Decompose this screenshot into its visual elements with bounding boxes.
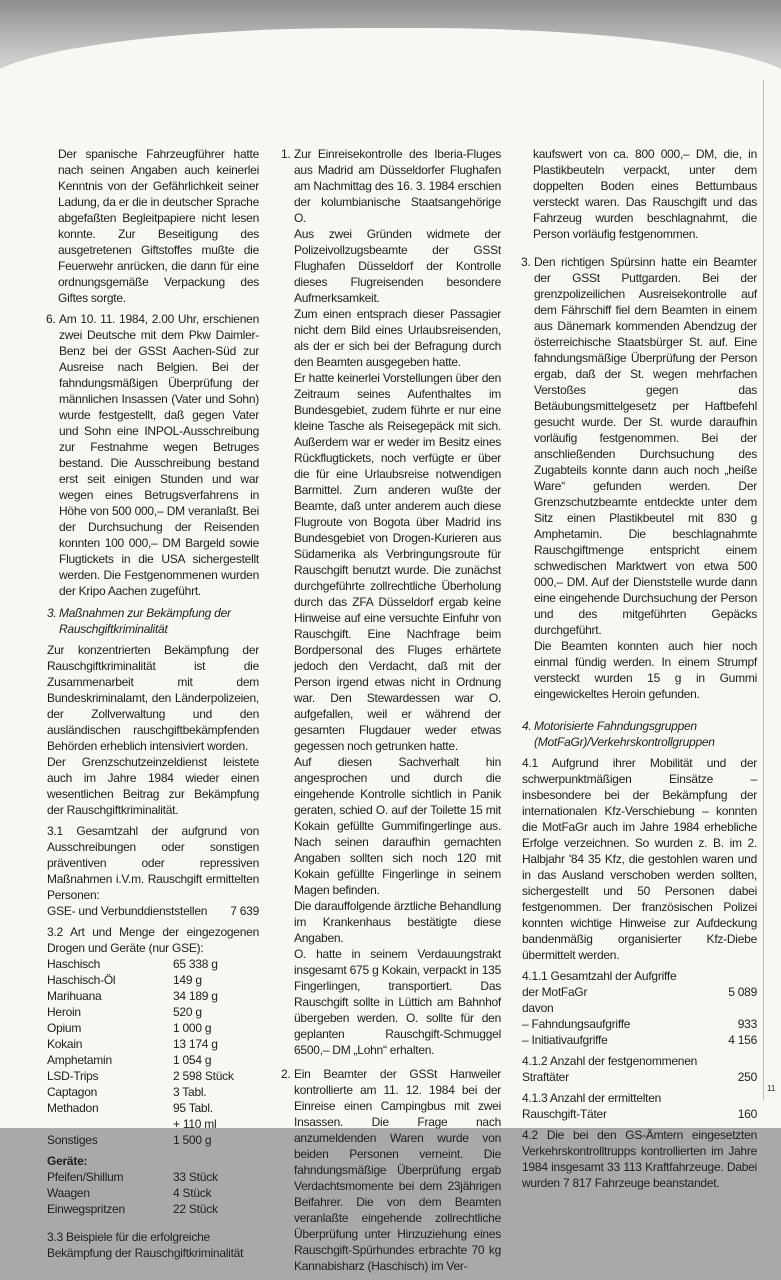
row-value: 22 Stück [173, 1202, 218, 1216]
drug-offenders-table [522, 1106, 757, 1122]
row-label: Methadon [47, 1101, 99, 1115]
example-2 [282, 1066, 501, 1274]
row-value: 65 338 g [173, 957, 218, 971]
section-heading-3 [47, 605, 259, 637]
row-value: 33 Stück [173, 1170, 218, 1184]
row-label: Haschisch [47, 957, 101, 971]
table-row [47, 956, 259, 972]
table-row [47, 1185, 259, 1201]
page-number: 11 [767, 1084, 776, 1093]
paragraph: Die Beamten konnten auch hier noch einmal fündig werden. In einem Strumpf versteckt wurden 15 g in Gummi eingewickeltes Heroin gefunden. [534, 639, 757, 701]
subsection-4-1-3: 4.1.3 Anzahl der ermittelten [522, 1091, 662, 1105]
section-number: 3. [47, 606, 57, 620]
paragraph: Auf diesen Sachverhalt hin angesprochen und durch die eingehende Kontrolle sichtlich in Panik geraten, schied O. auf der Toilette 15 mit Kokain gefüllte Gummifingerlinge aus. Nach seinen daraufhin gemachten Angaben sollten sich noch 120 mit Kokain gefüllte Fingerlinge in seinem Magen befinden. [294, 755, 501, 897]
paragraph: Ein Beamter der GSSt Hanweiler kontrollierte am 11. 12. 1984 bei der Einreise einen Campingbus mit zwei Insassen. Die Frage nach anzumeldenden Waren wurde von beiden Personen verneint. Die fahndungsmäßige Überprüfung ergab Verdachtsmomente bei dem 23jährigen Beifahrer. Die von dem Beamten veranlaßte eingehende zollrechtliche Überprüfung unter Hinzuziehung eines Rauschgift-Spürhundes erbrachte 70 kg Kannabisharz (Haschisch) im Ver- [294, 1067, 501, 1273]
row-value: 5 089 [728, 985, 757, 999]
row-label: Haschisch-Öl [47, 973, 116, 987]
row-value: 4 Stück [173, 1186, 212, 1200]
row-label: Rauschgift-Täter [522, 1107, 607, 1121]
paragraph: Der spanische Fahrzeugführer hatte nach seinen Angaben auch keinerlei Kenntnis von der Gefährlichkeit seiner Ladung, da er die in deutscher Sprache abgefaßten Begleitpapiere nicht lesen konnte. Zur Beseitigung des ausgetretenen Giftstoffes mußte die Feuerwehr anrücken, die dann für eine ordnungsgemäße Verpackung des Giftes sorgte. [58, 147, 259, 305]
drugs-table [47, 956, 259, 1148]
row-label: – Initiativaufgriffe [522, 1033, 608, 1047]
row-value: 13 174 g [173, 1037, 218, 1051]
row-value: 933 [737, 1017, 757, 1031]
row-label: Straftäter [522, 1070, 569, 1084]
table-row [47, 903, 259, 919]
row-value: 2 598 Stück [173, 1069, 234, 1083]
table-row [47, 1020, 259, 1036]
row-value: 4 156 [728, 1033, 757, 1047]
row-label: Heroin [47, 1005, 81, 1019]
section-title: Motorisierte Fahndungsgruppen (MotFaGr)/Verkehrskontrollgruppen [534, 719, 715, 749]
subsection-4-1-2: 4.1.2 Anzahl der festgenommenen [522, 1054, 698, 1068]
subsection-4-1-1: 4.1.1 Gesamtzahl der Aufgriffe [522, 969, 677, 983]
table-row [522, 1069, 757, 1085]
persons-table [47, 903, 259, 919]
table-row [522, 984, 757, 1000]
row-label: – Fahndungsaufgriffe [522, 1017, 631, 1031]
section-heading-4 [522, 718, 757, 750]
row-value: 149 g [173, 973, 202, 987]
table-row [47, 1100, 259, 1116]
example-6 [47, 311, 259, 599]
row-label: LSD-Trips [47, 1069, 99, 1083]
row-label: der MotFaGr [522, 985, 588, 999]
table-row [47, 1169, 259, 1185]
row-value: 250 [737, 1070, 757, 1084]
paragraph: Den richtigen Spürsinn hatte ein Beamter der GSSt Puttgarden. Bei der grenzpolizeilichen Ausreisekontrolle auf dem Fährschiff fiel dem Beamten in einem aus Dänemark kommenden Abendzug der österreichische Staatsbürger St. auf. Eine fahndungsmäßige Überprüfung der Person ergab, daß der St. wegen mehrfachen Verstoßes gegen das Betäubungsmittelgesetz per Haftbefehl gesucht wurde. Der St. wurde daraufhin vorläufig festgenommen. Bei der anschließenden Durchsuchung des Zugabteils konnte dann auch noch „heiße Ware“ gefunden werden. Der Grenzschutzbeamte entdeckte unter dem Sitz einen Plastikbeutel mit 830 g Amphetamin. Die beschlagnahmte Rauschgiftmenge entspricht einem schwedischen Marktwert von etwa 500 000,– DM. Auf der Dienststelle wurde dann eine eingehende Durchsuchung der Person und des mitgeführten Gepäcks durchgeführt. [534, 255, 757, 637]
row-label: Captagon [47, 1085, 98, 1099]
row-value [708, 1000, 757, 1016]
row-label: Waagen [47, 1186, 90, 1200]
paragraph: Die darauffolgende ärztliche Behandlung im Krankenhaus bestätigte diese Angaben. [294, 899, 501, 945]
paragraph: 4.2 Die bei den GS-Ämtern eingesetzten Verkehrskontrolltrupps kontrollierten im Jahre 1984 insgesamt 33 113 Kraftfahrzeuge. Dabei wurden 7 817 Fahrzeuge beanstandet. [522, 1128, 757, 1190]
paragraph: Er hatte keinerlei Vorstellungen über den Zeitraum seines Aufenthaltes im Bundesgebiet, zudem führte er nur eine kleine Tasche als Reisegepäck mit sich. Außerdem war er weder im Besitz eines Rückflugtickets, noch verfügte er über die für eine Urlaubsreise notwendigen Barmittel. Zum anderen wußte der Beamte, daß unter anderem auch diese Flugroute von Bogota über Madrid ins Bundesgebiet von Drogen-Kurieren aus Südamerika als Verbringungsroute für Rauschgift benutzt wurde. Die zunächst durchgeführte zollrechtliche Überholung durch das ZFA Düsseldorf ergab keine Hinweise auf eine versuchte Einfuhr von Rauschgift. Eine Nachfrage beim Bordpersonal des Fluges erhärtete jedoch den Verdacht, daß mit der Person irgend etwas nicht in Ordnung war. Den Stewardessen war O. aufgefallen, weil er während der gesamten Flugdauer weder etwas gegessen noch getrunken hatte. [294, 371, 501, 753]
item-number: 2. [281, 1067, 291, 1081]
item-number: 1. [281, 147, 291, 161]
paragraph: Am 10. 11. 1984, 2.00 Uhr, erschienen zwei Deutsche mit dem Pkw Daimler-Benz bei der GSSt Aachen-Süd zur Ausreise nach Belgien. Bei der fahndungsmäßigen Überprüfung der männlichen Insassen (Vater und Sohn) wurde festgestellt, daß gegen Vater und Sohn eine INPOL-Ausschreibung zur Festnahme wegen Betruges bestand. Die Ausschreibung bestand erst seit einigen Stunden und war wegen eines Betrugsverfahrens in Höhe von 500 000,– DM veranlaßt. Bei der Durchsuchung der Reisenden konnten 100 000,– DM Bargeld sowie Flugtickets in die USA sichergestellt werden. Die Festgenommenen wurden der Kripo Aachen zugeführt. [59, 312, 259, 598]
paragraph: kaufswert von ca. 800 000,– DM, die, in Plastikbeuteln verpackt, unter dem doppelten Boden eines Bettumbaus versteckt waren. Das Rauschgift und das Fahrzeug wurden beschlagnahmt, die Person vorläufig festgenommen. [533, 147, 757, 241]
row-value: 1 500 g [173, 1133, 212, 1147]
row-label: davon [522, 1001, 554, 1015]
subsection-3-2: 3.2 Art und Menge der eingezogenen Drogen und Geräte (nur GSE): [47, 925, 259, 955]
section-title: Maßnahmen zur Bekämpfung der Rauschgiftkriminalität [59, 606, 231, 636]
subsection-3-1: 3.1 Gesamtzahl der aufgrund von Ausschreibungen oder sonstigen präventiven oder repressiven Maßnahmen i.V.m. Rauschgift ermittelten Personen: [47, 824, 259, 902]
item-number: 6. [46, 312, 56, 326]
row-value: 7 639 [230, 904, 259, 918]
paragraph: Zum einen entsprach dieser Passagier nicht dem Bild eines Urlaubsreisenden, als der er sich bei der Befragung durch den Beamten ausgegeben hatte. [294, 307, 501, 369]
row-value: + 110 ml [173, 1117, 217, 1131]
table-row [47, 1004, 259, 1020]
column-3 [522, 146, 757, 1196]
offenders-table [522, 1069, 757, 1085]
row-label: Pfeifen/Shillum [47, 1170, 124, 1184]
row-label: Amphetamin [47, 1053, 112, 1067]
subsection-3-3: 3.3 Beispiele für die erfolgreiche Bekämpfung der Rauschgiftkriminalität [47, 1230, 244, 1260]
row-label [47, 1116, 173, 1132]
devices-table [47, 1169, 259, 1217]
row-label: Marihuana [47, 989, 102, 1003]
row-label: Opium [47, 1021, 82, 1035]
row-label: GSE- und Verbunddienststellen [47, 904, 208, 918]
row-label: Sonstiges [47, 1133, 98, 1147]
table-row [47, 972, 259, 988]
column-2 [282, 146, 501, 1280]
paragraph: 4.1 Aufgrund ihrer Mobilität und der schwerpunktmäßigen Einsätze – insbesondere bei der Bekämpfung der internationalen Kfz-Verschiebung – konnten die MotFaGr auch im Jahre 1984 erhebliche Erfolge verzeichnen. So wurden z. B. im 2. Halbjahr '84 35 Kfz, die gestohlen waren und in das Ausland verschoben werden sollten, sichergestellt und 50 Personen dabei festgenommen. Der französischen Polizei konnten wichtige Hinweise zur Aufdeckung bandenmäßig organisierter Kfz-Diebe übermittelt werden. [522, 756, 757, 962]
row-value: 160 [737, 1107, 757, 1121]
row-value: 1 054 g [173, 1053, 212, 1067]
row-label: Einwegspritzen [47, 1202, 125, 1216]
table-row [47, 1201, 259, 1217]
table-row [522, 1016, 757, 1032]
table-row [47, 1052, 259, 1068]
table-row [47, 1116, 259, 1132]
row-value: 1 000 g [173, 1021, 212, 1035]
column-1 [47, 146, 259, 1266]
seizures-table [522, 984, 757, 1048]
table-row [47, 1084, 259, 1100]
table-row [47, 988, 259, 1004]
table-row [522, 1106, 757, 1122]
table-row [522, 1032, 757, 1048]
item-number: 3. [521, 255, 531, 269]
table-row [47, 1132, 259, 1148]
table-row [47, 1068, 259, 1084]
row-value: 3 Tabl. [173, 1085, 207, 1099]
devices-heading: Geräte: [47, 1154, 88, 1168]
row-value: 95 Tabl. [173, 1101, 213, 1115]
paragraph: O. hatte in seinem Verdauungstrakt insgesamt 675 g Kokain, verpackt in 135 Fingerlingen, transportiert. Das Rauschgift sollte in Lüttich am Bahnhof übergeben werden. O. sollte für den geplanten Rauschgift-Schmuggel 6500,– DM „Lohn“ erhalten. [294, 947, 501, 1057]
paragraph: Der Grenzschutzeinzeldienst leistete auch im Jahre 1984 wieder einen wesentlichen Beitrag zur Bekämpfung der Rauschgiftkriminalität. [47, 755, 259, 817]
row-value: 34 189 g [173, 989, 218, 1003]
page-edge-line [763, 80, 764, 1100]
paragraph: Zur Einreisekontrolle des Iberia-Fluges aus Madrid am Düsseldorfer Flughafen am Nachmittag des 16. 3. 1984 erschien der kolumbianische Staatsangehörige O. [294, 147, 501, 225]
paragraph: Zur konzentrierten Bekämpfung der Rauschgiftkriminalität ist die Zusammenarbeit mit dem Bundeskriminalamt, den Länderpolizeien, der Zollverwaltung und den ausländischen rauschgiftbekämpfenden Behörden erheblich intensiviert worden. [47, 643, 259, 753]
table-row [47, 1036, 259, 1052]
table-row [522, 1000, 757, 1016]
example-3 [522, 254, 757, 702]
row-value: 520 g [173, 1005, 202, 1019]
section-number: 4. [522, 719, 532, 733]
row-label: Kokain [47, 1037, 83, 1051]
paragraph: Aus zwei Gründen widmete der Polizeivollzugsbeamte der GSSt Flughafen Düsseldorf der Kontrolle dieses Flugreisenden besondere Aufmerksamkeit. [294, 227, 501, 305]
example-1 [282, 146, 501, 1058]
